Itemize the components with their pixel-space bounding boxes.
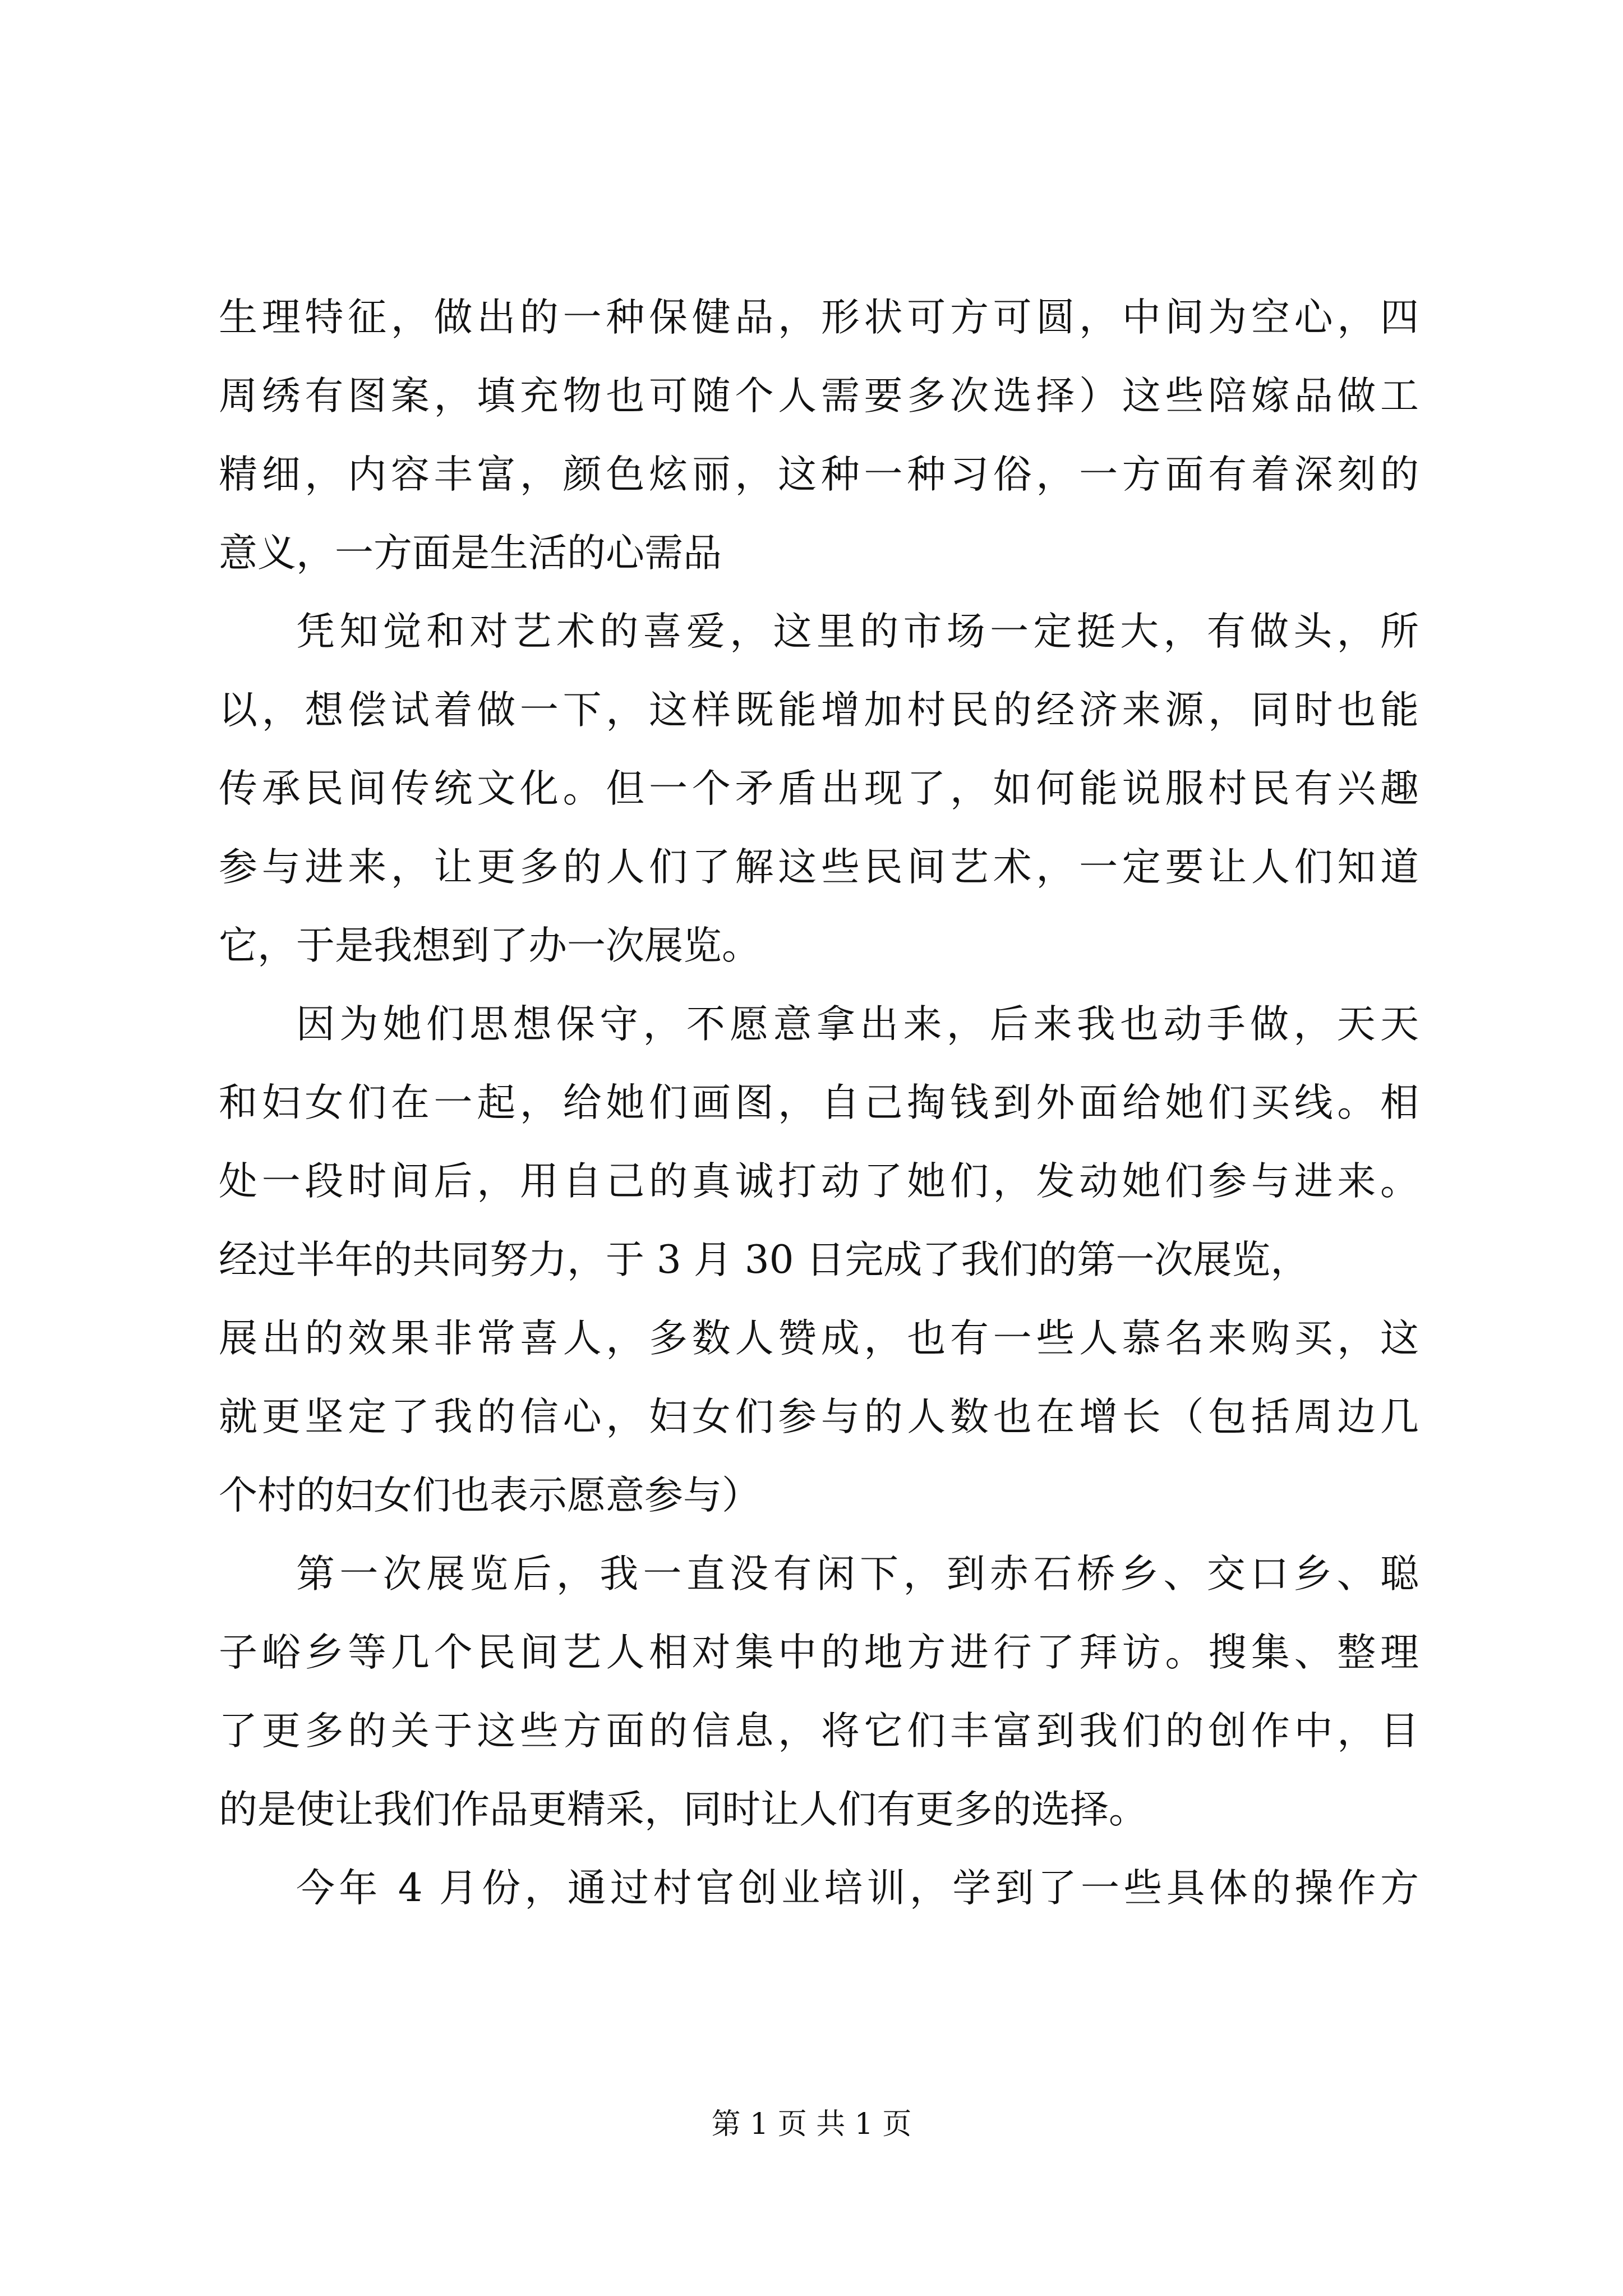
text-line: 凭知觉和对艺术的喜爱，这里的市场一定挺大，有做头，所 (296, 609, 1419, 654)
page-footer: 第 1 页 共 1 页 (711, 2108, 912, 2141)
text-line: 就更坚定了我的信心，妇女们参与的人数也在增长（包括周边几 (219, 1395, 1419, 1439)
text-line: 处一段时间后，用自己的真诚打动了她们，发动她们参与进来。 (219, 1159, 1419, 1204)
text-line: 第一次展览后，我一直没有闲下，到赤石桥乡、交口乡、聪 (296, 1552, 1419, 1596)
text-line: 了更多的关于这些方面的信息，将它们丰富到我们的创作中，目 (219, 1709, 1419, 1754)
text-line: 经过半年的共同努力，于 3 月 30 日完成了我们的第一次展览， (219, 1237, 1310, 1282)
text-line: 精细，内容丰富，颜色炫丽，这种一种习俗，一方面有着深刻的 (219, 452, 1419, 497)
text-line: 今年 4 月份，通过村官创业培训，学到了一些具体的操作方 (296, 1866, 1419, 1911)
text-line: 子峪乡等几个民间艺人相对集中的地方进行了拜访。搜集、整理 (219, 1630, 1419, 1675)
text-line: 展出的效果非常喜人，多数人赞成，也有一些人慕名来购买，这 (219, 1316, 1419, 1361)
text-line: 因为她们思想保守，不愿意拿出来，后来我也动手做，天天 (296, 1002, 1419, 1047)
text-line: 和妇女们在一起，给她们画图，自己掏钱到外面给她们买线。相 (219, 1080, 1419, 1125)
document-body (219, 278, 1419, 1927)
text-line: 参与进来，让更多的人们了解这些民间艺术，一定要让人们知道 (219, 845, 1419, 890)
text-line: 的是使让我们作品更精采，同时让人们有更多的选择。 (219, 1787, 1147, 1832)
text-line: 周绣有图案，填充物也可随个人需要多次选择）这些陪嫁品做工 (219, 374, 1419, 418)
text-line: 个村的妇女们也表示愿意参与） (219, 1473, 760, 1518)
text-line: 生理特征，做出的一种保健品，形状可方可圆，中间为空心，四 (219, 295, 1419, 340)
text-line: 以，想偿试着做一下，这样既能增加村民的经济来源，同时也能 (219, 688, 1419, 733)
text-line: 传承民间传统文化。但一个矛盾出现了，如何能说服村民有兴趣 (219, 766, 1419, 811)
text-line: 意义，一方面是生活的心需品 (219, 531, 722, 576)
text-line: 它，于是我想到了办一次展览。 (219, 923, 760, 968)
